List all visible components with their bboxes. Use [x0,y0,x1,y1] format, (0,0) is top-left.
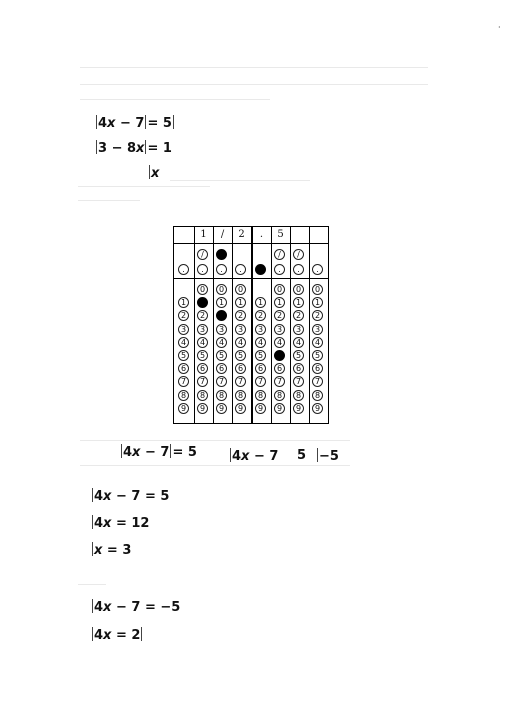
digit-bubble-7[interactable]: 7 [197,376,208,387]
digit-bubble-4[interactable]: 4 [274,337,285,348]
solution-expression: 4x − 7 [232,449,279,464]
digit-bubble-9[interactable]: 9 [293,403,304,414]
eq-var: x [151,166,160,181]
digit-bubble-5[interactable]: 5 [274,350,285,361]
digit-bubble-0[interactable]: 0 [274,284,285,295]
digit-bubble-3[interactable]: 3 [235,324,246,335]
decimal-bubble[interactable]: . [197,264,208,275]
grid-rule [309,227,310,423]
digit-bubble-6[interactable]: 6 [274,363,285,374]
digit-bubble-0[interactable]: 0 [235,284,246,295]
decimal-bubble[interactable]: . [274,264,285,275]
eq-text: − 7 [115,116,145,131]
digit-bubble-8[interactable]: 8 [235,390,246,401]
digit-bubble-5[interactable]: 5 [216,350,227,361]
digit-bubble-2[interactable]: 2 [293,310,304,321]
eq-text: = 5 [147,116,172,131]
decimal-bubble[interactable]: . [312,264,323,275]
grid-rule [213,227,214,423]
variable-x [148,165,159,182]
digit-bubble-7[interactable]: 7 [293,376,304,387]
digit-bubble-8[interactable]: 8 [216,390,227,401]
digit-bubble-8[interactable]: 8 [255,390,266,401]
digit-bubble-4[interactable]: 4 [216,337,227,348]
eq-text: −5 [319,449,339,464]
digit-bubble-2[interactable]: 2 [197,310,208,321]
digit-bubble-9[interactable]: 9 [178,403,189,414]
digit-bubble-4[interactable]: 4 [312,337,323,348]
digit-bubble-4[interactable]: 4 [293,337,304,348]
digit-bubble-6[interactable]: 6 [312,363,323,374]
digit-bubble-9[interactable]: 9 [197,403,208,414]
grid-rule [271,227,272,423]
digit-bubble-1[interactable]: 1 [293,297,304,308]
corner-mark: · [498,23,501,32]
digit-bubble-5[interactable]: 5 [312,350,323,361]
digit-bubble-6[interactable]: 6 [255,363,266,374]
digit-bubble-6[interactable]: 6 [235,363,246,374]
digit-bubble-8[interactable]: 8 [197,390,208,401]
digit-bubble-2[interactable]: 2 [235,310,246,321]
digit-bubble-4[interactable]: 4 [235,337,246,348]
digit-bubble-7[interactable]: 7 [216,376,227,387]
digit-bubble-6[interactable]: 6 [178,363,189,374]
eq-text: 4 [98,116,108,131]
faint-rule [80,440,350,441]
grid-header-3: 2 [238,229,245,240]
solution-value-5: 5 [297,448,307,463]
decimal-bubble[interactable]: . [255,264,266,275]
digit-bubble-1[interactable]: 1 [274,297,285,308]
faint-rule [170,180,310,181]
eq-text: = 1 [147,141,172,156]
decimal-bubble[interactable]: . [293,264,304,275]
digit-bubble-8[interactable]: 8 [274,390,285,401]
digit-bubble-3[interactable]: 3 [197,324,208,335]
faint-rule [80,465,350,466]
digit-bubble-3[interactable]: 3 [274,324,285,335]
faint-rule [78,584,106,585]
digit-bubble-9[interactable]: 9 [274,403,285,414]
step-positive-3: x = 3 [94,543,132,558]
digit-bubble-7[interactable]: 7 [178,376,189,387]
digit-bubble-4[interactable]: 4 [178,337,189,348]
digit-bubble-5[interactable]: 5 [235,350,246,361]
digit-bubble-9[interactable]: 9 [255,403,266,414]
fraction-bubble[interactable]: / [197,249,208,260]
digit-bubble-6[interactable]: 6 [293,363,304,374]
digit-bubble-3[interactable]: 3 [293,324,304,335]
grid-rule [232,227,233,423]
grid-rule [290,227,291,423]
equation-abs-4x-minus-7 [95,115,175,132]
fraction-bubble[interactable]: / [293,249,304,260]
grid-header-1: 1 [200,229,207,240]
step-negative-2: 4x = 2 [94,628,141,643]
faint-rule [78,200,140,201]
digit-bubble-8[interactable]: 8 [178,390,189,401]
decimal-bubble[interactable]: . [178,264,189,275]
digit-bubble-9[interactable]: 9 [235,403,246,414]
digit-bubble-5[interactable]: 5 [293,350,304,361]
digit-bubble-8[interactable]: 8 [293,390,304,401]
digit-bubble-2[interactable]: 2 [178,310,189,321]
eq-var: x [107,116,116,131]
digit-bubble-1[interactable]: 1 [197,297,208,308]
step-positive-1: 4x − 7 = 5 [94,489,170,504]
digit-bubble-6[interactable]: 6 [216,363,227,374]
digit-bubble-3[interactable]: 3 [255,324,266,335]
digit-bubble-0[interactable]: 0 [216,284,227,295]
step-positive-2: 4x = 12 [94,516,150,531]
digit-bubble-2[interactable]: 2 [274,310,285,321]
fraction-bubble[interactable]: / [216,249,227,260]
grid-divider [251,227,253,423]
solution-value-neg5 [316,448,339,465]
digit-bubble-5[interactable]: 5 [178,350,189,361]
digit-bubble-2[interactable]: 2 [312,310,323,321]
digit-bubble-1[interactable]: 1 [178,297,189,308]
digit-bubble-2[interactable]: 2 [216,310,227,321]
eq-var: x [136,141,145,156]
grid-header-4: . [259,229,264,240]
grid-header-5: 5 [277,229,284,240]
digit-bubble-0[interactable]: 0 [197,284,208,295]
eq-text: = 5 [172,445,197,460]
digit-bubble-1[interactable]: 1 [255,297,266,308]
digit-bubble-1[interactable]: 1 [235,297,246,308]
digit-bubble-0[interactable]: 0 [312,284,323,295]
grid-rule [194,227,195,423]
eq-text: 3 − 8 [98,141,137,156]
faint-rule [80,67,428,68]
digit-bubble-5[interactable]: 5 [255,350,266,361]
digit-bubble-3[interactable]: 3 [178,324,189,335]
digit-bubble-7[interactable]: 7 [274,376,285,387]
grid-in-answer-sheet [173,226,329,424]
digit-bubble-1[interactable]: 1 [216,297,227,308]
faint-rule [80,84,428,85]
digit-bubble-0[interactable]: 0 [293,284,304,295]
digit-bubble-4[interactable]: 4 [197,337,208,348]
decimal-bubble[interactable]: . [216,264,227,275]
digit-bubble-9[interactable]: 9 [312,403,323,414]
digit-bubble-3[interactable]: 3 [312,324,323,335]
digit-bubble-7[interactable]: 7 [312,376,323,387]
digit-bubble-5[interactable]: 5 [197,350,208,361]
solution-equation: 4x − 7 = 5 [123,445,197,460]
digit-bubble-8[interactable]: 8 [312,390,323,401]
faint-rule [80,99,270,100]
digit-bubble-7[interactable]: 7 [235,376,246,387]
digit-bubble-9[interactable]: 9 [216,403,227,414]
digit-bubble-4[interactable]: 4 [255,337,266,348]
digit-bubble-1[interactable]: 1 [312,297,323,308]
fraction-bubble[interactable]: / [274,249,285,260]
step-negative-1: 4x − 7 = −5 [94,600,181,615]
digit-bubble-7[interactable]: 7 [255,376,266,387]
digit-bubble-6[interactable]: 6 [197,363,208,374]
digit-bubble-3[interactable]: 3 [216,324,227,335]
decimal-bubble[interactable]: . [235,264,246,275]
equation-abs-3-minus-8x [95,140,172,157]
grid-header-2: / [220,229,225,240]
digit-bubble-2[interactable]: 2 [255,310,266,321]
faint-rule [78,186,210,187]
